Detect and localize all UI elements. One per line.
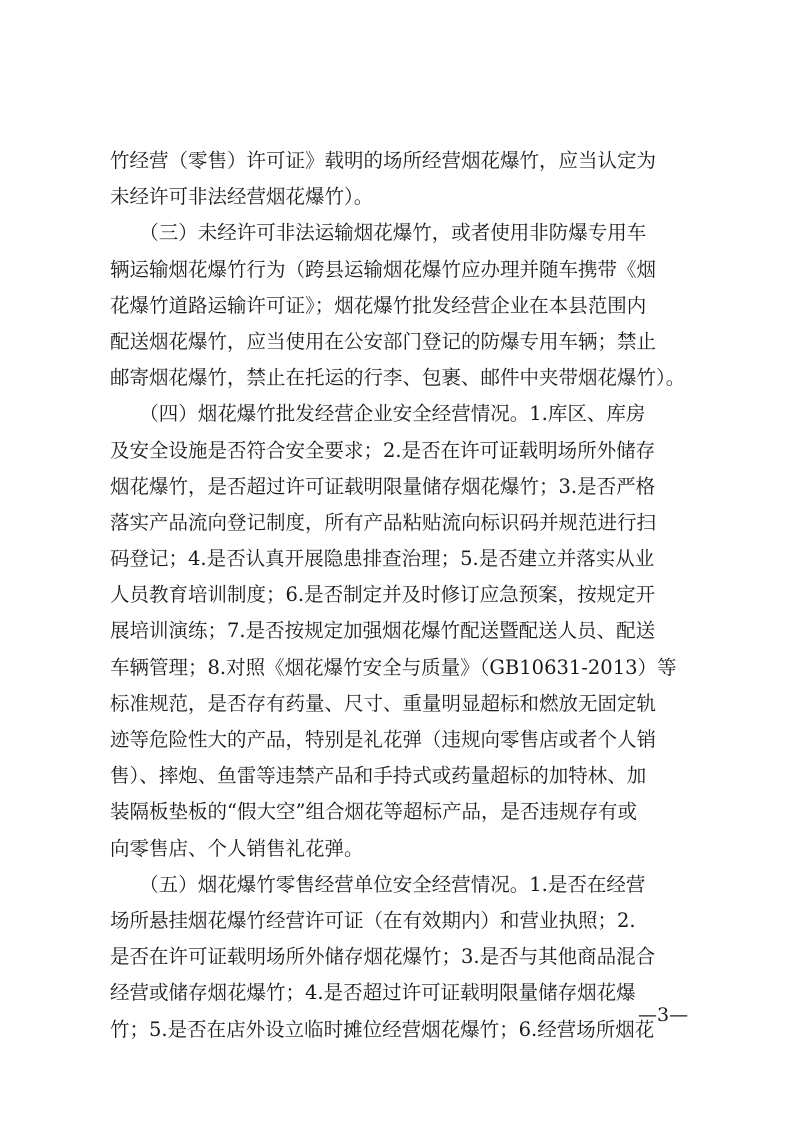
text-line: 辆运输烟花爆竹行为（跨县运输烟花爆竹应办理并随车携带《烟 [110,257,657,281]
text-line: 标准规范，是否存有药量、尺寸、重量明显超标和燃放无固定轨 [110,691,657,715]
text-line: （三）未经许可非法运输烟花爆竹，或者使用非防爆专用车 [110,221,647,245]
text-line: 人员教育培训制度；6.是否制定并及时修订应急预案，按规定开 [110,583,656,607]
body-text [110,143,700,1048]
text-line: 落实产品流向登记制度，所有产品粘贴流向标识码并规范进行扫 [110,510,657,534]
text-line: 场所悬挂烟花爆竹经营许可证（在有效期内）和营业执照；2. [110,908,636,932]
text-line: 及安全设施是否符合安全要求；2.是否在许可证载明场所外储存 [110,438,656,462]
text-line: 向零售店、个人销售礼花弹。 [110,836,364,860]
page-number: —3— [638,1004,689,1026]
text-line: 是否在许可证载明场所外储存烟花爆竹；3.是否与其他商品混合 [110,945,656,969]
text-line: （五）烟花爆竹零售经营单位安全经营情况。1.是否在经营 [110,872,646,896]
text-line: 码登记；4.是否认真开展隐患排查治理；5.是否建立并落实从业 [110,547,655,571]
text-line: （四）烟花爆竹批发经营企业安全经营情况。1.库区、库房 [110,402,646,426]
text-line: 花爆竹道路运输许可证》；烟花爆竹批发经营企业在本县范围内 [110,293,647,317]
text-line: 迹等危险性大的产品，特别是礼花弹（违规向零售店或者个人销 [110,728,657,751]
text-line: 烟花爆竹，是否超过许可证载明限量储存烟花爆竹；3.是否严格 [110,474,656,498]
text-line: 竹；5.是否在店外设立临时摊位经营烟花爆竹；6.经营场所烟花 [110,1017,655,1041]
text-line: 售）、摔炮、鱼雷等违禁产品和手持式或药量超标的加特林、加 [110,764,647,788]
text-line: 装隔板垫板的“假大空”组合烟花等超标产品，是否违规存有或 [110,800,637,824]
text-line: 车辆管理；8.对照《烟花爆竹安全与质量》（GB10631-2013）等 [110,655,677,679]
text-line: 经营或储存烟花爆竹；4.是否超过许可证载明限量储存烟花爆 [110,981,636,1005]
text-line: 邮寄烟花爆竹，禁止在托运的行李、包裹、邮件中夹带烟花爆竹）。 [110,366,686,390]
text-line: 配送烟花爆竹，应当使用在公安部门登记的防爆专用车辆；禁止 [110,329,657,353]
text-line: 未经许可非法经营烟花爆竹）。 [110,185,374,209]
text-line: 竹经营（零售）许可证》载明的场所经营烟花爆竹，应当认定为 [110,149,657,172]
text-line: 展培训演练；7.是否按规定加强烟花爆竹配送暨配送人员、配送 [110,619,656,643]
